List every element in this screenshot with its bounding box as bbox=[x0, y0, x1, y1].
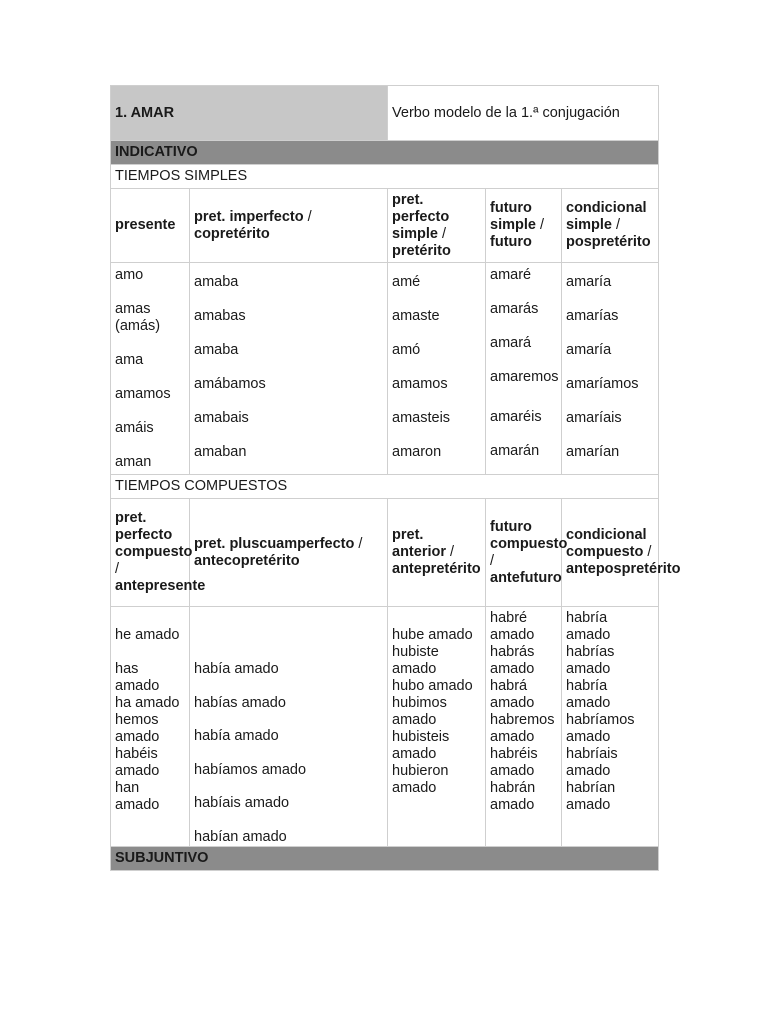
header-futuro-compuesto: futuro compuesto / antefuturo bbox=[486, 499, 562, 607]
title-row bbox=[111, 86, 659, 141]
conjugated-form: han amado bbox=[115, 780, 160, 813]
header-presente: presente bbox=[111, 189, 190, 263]
conjugated-form: habríamos amado bbox=[566, 712, 635, 745]
conjugated-form: hubiste amado bbox=[392, 644, 439, 677]
conjugated-form: amaré bbox=[490, 267, 532, 283]
conjugated-form: amabais bbox=[194, 410, 249, 426]
simples-col-imperfecto bbox=[190, 263, 388, 475]
header-pret-perfecto-simple: pret. perfecto simple / pretérito bbox=[388, 189, 486, 263]
simples-col-futuro-simple bbox=[486, 263, 562, 475]
conjugated-form: amarían bbox=[566, 444, 620, 460]
conjugated-form: amaba bbox=[194, 342, 239, 358]
conjugated-form: habréis amado bbox=[490, 746, 538, 779]
compuestos-col-anterior bbox=[388, 607, 486, 847]
compuestos-col-pluscuamperfecto bbox=[190, 607, 388, 847]
conjugated-form: habrían amado bbox=[566, 780, 616, 813]
conjugated-form: has amado bbox=[115, 661, 160, 694]
label-tiempos-simples: TIEMPOS SIMPLES bbox=[111, 165, 659, 189]
conjugated-form: amaríamos bbox=[566, 376, 639, 392]
label-tiempos-compuestos: TIEMPOS COMPUESTOS bbox=[111, 475, 659, 499]
conjugated-form: hube amado bbox=[392, 627, 473, 643]
conjugated-form: habías amado bbox=[194, 694, 286, 711]
conjugated-form: amo bbox=[115, 267, 144, 283]
conjugated-form: aman bbox=[115, 454, 152, 470]
conjugated-form: habíais amado bbox=[194, 795, 290, 812]
conjugated-form: habremos amado bbox=[490, 712, 555, 745]
compuestos-col-condicional-compuesto bbox=[562, 607, 659, 847]
conjugated-form: ama bbox=[115, 352, 144, 368]
header-condicional-simple: condicional simple / pospretérito bbox=[562, 189, 659, 263]
conjugation-table bbox=[110, 85, 681, 871]
conjugated-form: habrán amado bbox=[490, 780, 536, 813]
conjugated-form: amaréis bbox=[490, 409, 542, 425]
conjugated-form: hubieron amado bbox=[392, 763, 449, 796]
conjugated-form: amaron bbox=[392, 444, 442, 460]
indicativo-row bbox=[111, 141, 659, 165]
compuestos-row bbox=[111, 475, 659, 499]
conjugation-document bbox=[110, 85, 681, 871]
compuestos-col-futuro-compuesto bbox=[486, 607, 562, 847]
conjugated-form: amarás bbox=[490, 301, 539, 317]
section-subjuntivo: SUBJUNTIVO bbox=[111, 846, 659, 870]
conjugated-form: habría amado bbox=[566, 678, 611, 711]
conjugated-form: amas (amás) bbox=[115, 301, 161, 334]
conjugated-form: amáis bbox=[115, 420, 154, 436]
conjugated-form: habían amado bbox=[194, 828, 287, 845]
header-futuro-simple: futuro simple / futuro bbox=[486, 189, 562, 263]
conjugated-form: amaba bbox=[194, 274, 239, 290]
conjugated-form: amaremos bbox=[490, 369, 559, 385]
conjugated-form: habíamos amado bbox=[194, 761, 307, 778]
conjugated-form: amaría bbox=[566, 342, 612, 358]
conjugated-form: hubo amado bbox=[392, 678, 473, 694]
conjugated-form: amará bbox=[490, 335, 532, 351]
conjugated-form: hemos amado bbox=[115, 712, 160, 745]
conjugated-form: ha amado bbox=[115, 695, 180, 711]
header-pret-pluscuamperfecto: pret. pluscuamperfecto / antecopretérito bbox=[190, 499, 388, 607]
header-pret-anterior: pret. anterior / antepretérito bbox=[388, 499, 486, 607]
conjugated-form: habríais amado bbox=[566, 746, 618, 779]
compuestos-body-row bbox=[111, 607, 659, 847]
simples-col-perfecto-simple bbox=[388, 263, 486, 475]
conjugated-form: amó bbox=[392, 342, 421, 358]
conjugated-form: había amado bbox=[194, 661, 279, 677]
verb-title: 1. AMAR bbox=[111, 86, 388, 141]
conjugated-form: habré amado bbox=[490, 610, 535, 643]
header-pret-imperfecto: pret. imperfecto / copretérito bbox=[190, 189, 388, 263]
simples-row bbox=[111, 165, 659, 189]
conjugated-form: amaban bbox=[194, 444, 247, 460]
compuestos-col-perfecto-compuesto bbox=[111, 607, 190, 847]
conjugated-form: habrá amado bbox=[490, 678, 535, 711]
conjugated-form: habéis amado bbox=[115, 746, 160, 779]
simples-header-row bbox=[111, 189, 659, 263]
conjugated-form: amé bbox=[392, 274, 421, 290]
simples-body-row bbox=[111, 263, 659, 475]
conjugated-form: hubimos amado bbox=[392, 695, 447, 728]
conjugated-form: amamos bbox=[392, 376, 448, 392]
conjugated-form: amaríais bbox=[566, 410, 622, 426]
section-indicativo: INDICATIVO bbox=[111, 141, 659, 165]
simples-col-condicional-simple bbox=[562, 263, 659, 475]
conjugated-form: amábamos bbox=[194, 376, 266, 392]
conjugated-form: hubisteis amado bbox=[392, 729, 450, 762]
conjugated-form: habrías amado bbox=[566, 644, 615, 677]
header-pret-perfecto-compuesto: pret. perfecto compuesto / antepresente bbox=[111, 499, 190, 607]
conjugated-form: amaría bbox=[566, 274, 612, 290]
conjugated-form: amarán bbox=[490, 443, 540, 459]
compuestos-header-row bbox=[111, 499, 659, 607]
conjugated-form: he amado bbox=[115, 627, 180, 643]
conjugated-form: habrás amado bbox=[490, 644, 535, 677]
conjugated-form: amabas bbox=[194, 308, 246, 324]
conjugated-form: amarías bbox=[566, 308, 619, 324]
conjugated-form: amaste bbox=[392, 308, 440, 324]
subjuntivo-row bbox=[111, 846, 659, 870]
conjugated-form: amamos bbox=[115, 386, 171, 402]
simples-col-presente bbox=[111, 263, 190, 475]
conjugated-form: amasteis bbox=[392, 410, 451, 426]
verb-description: Verbo modelo de la 1.ª conjugación bbox=[388, 86, 659, 141]
conjugated-form: había amado bbox=[194, 728, 279, 745]
header-condicional-compuesto: condicional compuesto / antepospretérito bbox=[562, 499, 659, 607]
conjugated-form: habría amado bbox=[566, 610, 611, 643]
